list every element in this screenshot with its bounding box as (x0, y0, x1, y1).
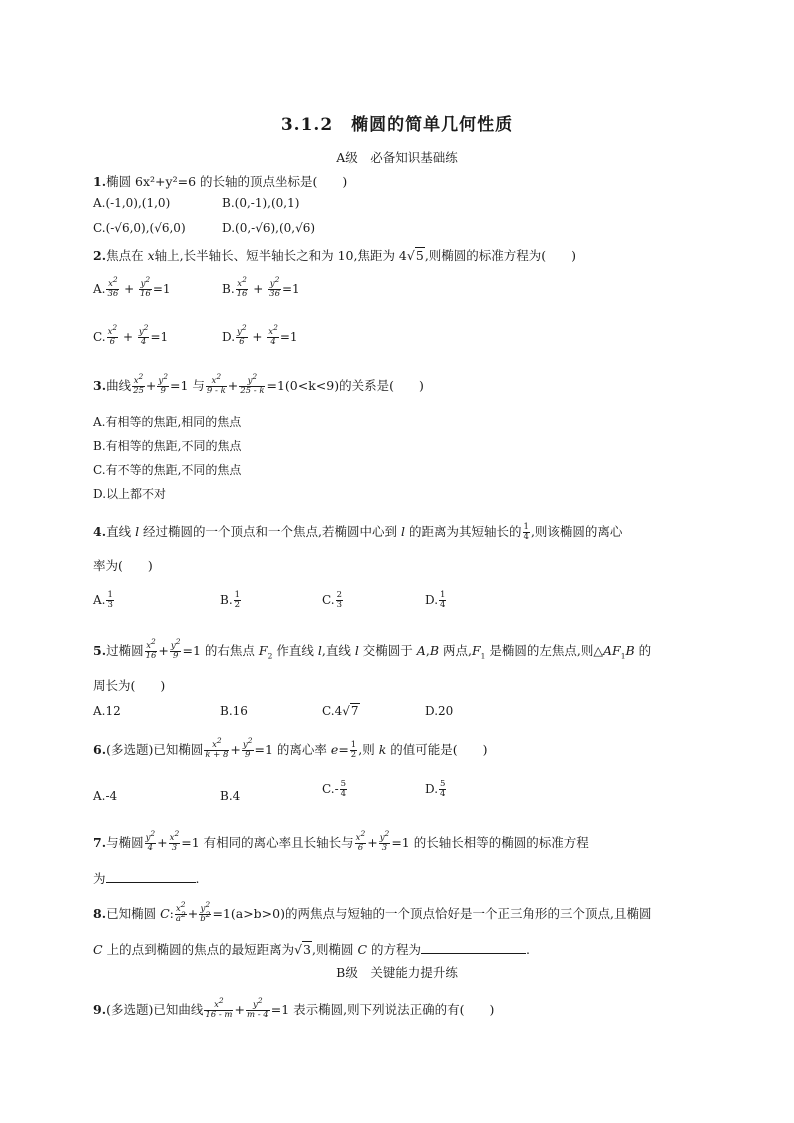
q6-option-c: C.- $\frac{5}{4}$ (322, 779, 347, 799)
question-number: 7. (93, 835, 107, 850)
q5-option-b: B.16 (220, 704, 248, 718)
q3-option-a: A.有相等的焦距,相同的焦点 (93, 415, 242, 429)
q4-option-c: C. $\frac{2}{3}$ (322, 590, 342, 610)
question-number: 8. (93, 906, 107, 921)
q5-option-c: C.4√7 (322, 704, 359, 718)
answer-blank (421, 953, 526, 954)
question-8: 8.已知椭圆 C: $\frac{x^2}{a^2}$ + $\frac{y^2}{b^2}$ =1(a>b>0)的两焦点与短轴的一个顶点恰好是一个正三角形的三个顶点,且椭圆 (93, 900, 652, 924)
q1-option-c: C.(-√6,0),(√6,0) (93, 221, 186, 235)
question-number: 1. (93, 174, 107, 189)
q2-option-d: D. $\frac{y^2}{6}$ + $\frac{x^2}{4}$ =1 (222, 323, 298, 347)
q4-option-d: D. $\frac{1}{4}$ (425, 590, 446, 610)
section-b-heading: B级 关键能力提升练 (336, 965, 458, 980)
q8-line2: C 上的点到椭圆的焦点的最短距离为√3,则椭圆 C 的方程为 . (93, 942, 531, 957)
question-4: 4.直线 l 经过椭圆的一个顶点和一个焦点,若椭圆中心到 l 的距离为其短轴长的 $\frac{1}{4}$ ,则该椭圆的离心 (93, 522, 623, 542)
q3-option-b: B.有相等的焦距,不同的焦点 (93, 439, 242, 453)
question-7: 7.与椭圆 $\frac{y^2}{4}$ + $\frac{x^2}{3}$ =1 有相同的离心率且长轴长与 $\frac{x^2}{6}$ + $\frac{y^2}{3}$ =1 的长轴长相等的椭圆的标准方程 (93, 829, 589, 853)
q6-option-a: A.-4 (93, 789, 118, 803)
q7-line2: 为 . (93, 871, 200, 886)
q1-option-b: B.(0,-1),(0,1) (222, 196, 300, 210)
page-title: 3.1.2 椭圆的简单几何性质 (280, 115, 514, 135)
question-1 (93, 172, 347, 190)
question-number: 4. (93, 524, 107, 539)
q5-option-d: D.20 (425, 704, 454, 718)
question-stem: 椭圆 6x²+y²=6 的长轴的顶点坐标是( ) (106, 174, 348, 189)
sqrt-symbol: √5 (406, 248, 424, 263)
q4-option-a: A. $\frac{1}{3}$ (93, 590, 113, 610)
q1-option-d: D.(0,-√6),(0,√6) (222, 221, 316, 235)
q1-option-a: A.(-1,0),(1,0) (93, 196, 171, 210)
q2-option-c: C. $\frac{x^2}{6}$ + $\frac{y^2}{4}$ =1 (93, 323, 169, 347)
question-2: 2.焦点在 x轴上,长半轴长、短半轴长之和为 10,焦距为 4√5,则椭圆的标准方程为( ) (93, 248, 577, 263)
q4-line2: 率为( ) (93, 558, 153, 573)
q3-option-d: D.以上都不对 (93, 487, 167, 501)
question-number: 2. (93, 248, 107, 263)
q5-option-a: A.12 (93, 704, 121, 718)
question-number: 5. (93, 643, 107, 658)
question-number: 3. (93, 378, 107, 393)
question-3: 3.曲线 $\frac{x^2}{25}$ + $\frac{y^2}{9}$ =1 与 $\frac{x^2}{9 - k}$ + $\frac{y^2}{25 - k}$ =1(0<k<9)的关系是( ) (93, 372, 424, 396)
q5-line2: 周长为( ) (93, 678, 166, 693)
section-a-heading: A级 必备知识基础练 (336, 150, 458, 165)
question-number: 6. (93, 742, 107, 757)
q2-option-a: A. $\frac{x^2}{36}$ + $\frac{y^2}{16}$ =1 (93, 275, 171, 299)
question-6: 6.(多选题)已知椭圆 $\frac{x^2}{k + 8}$ + $\frac{y^2}{9}$ =1 的离心率 e= $\frac{1}{2}$ ,则 k 的值可能是( ) (93, 736, 488, 760)
question-5: 5.过椭圆 $\frac{x^2}{16}$ + $\frac{y^2}{9}$ =1 的右焦点 $F_2$ 作直线 l,直线 l 交椭圆于 A,B 两点$,F_1$ 是椭圆的左焦点,则$\triangle AF_1B$ 的 (93, 637, 652, 661)
question-number: 9. (93, 1002, 107, 1017)
q2-option-b: B. $\frac{x^2}{16}$ + $\frac{y^2}{36}$ =1 (222, 275, 300, 299)
q3-option-c: C.有不等的焦距,不同的焦点 (93, 463, 242, 477)
question-9: 9.(多选题)已知曲线 $\frac{x^2}{16 - m}$ + $\frac{y^2}{m - 4}$ =1 表示椭圆,则下列说法正确的有( ) (93, 996, 495, 1020)
q6-option-d: D. $\frac{5}{4}$ (425, 779, 446, 799)
answer-blank (106, 882, 196, 883)
q6-option-b: B.4 (220, 789, 241, 803)
q4-option-b: B. $\frac{1}{2}$ (220, 590, 241, 610)
